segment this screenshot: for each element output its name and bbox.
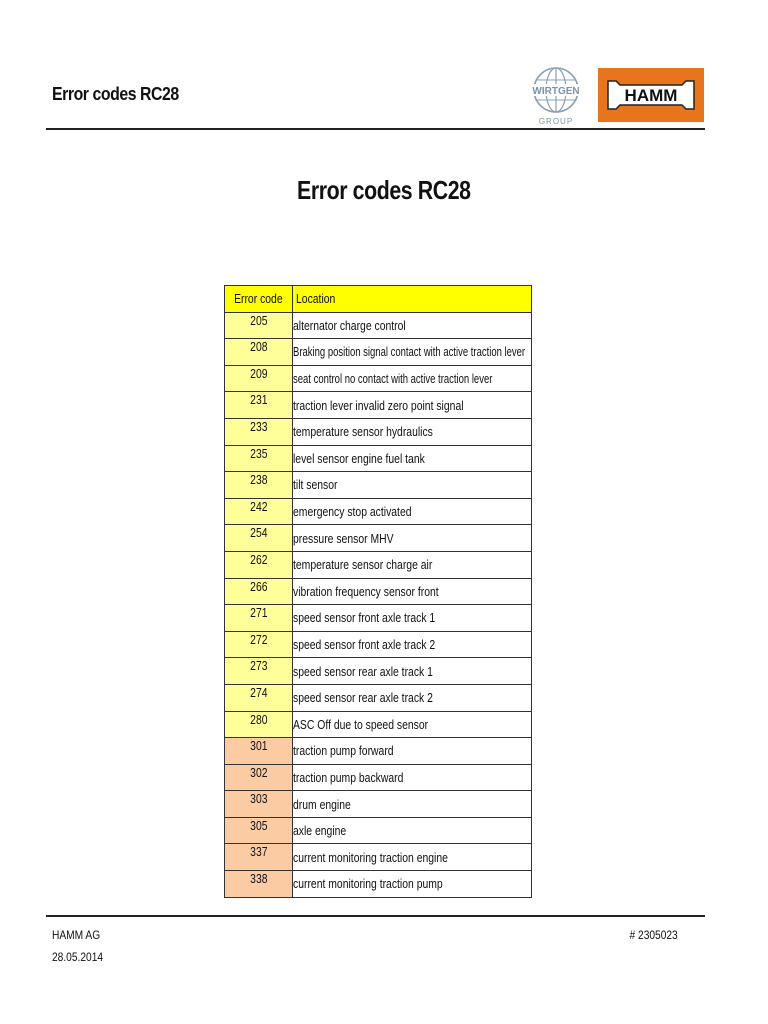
error-code-cell: 266	[225, 578, 293, 605]
table-row	[225, 365, 532, 392]
table-row	[225, 711, 532, 738]
wirtgen-logo-subtext: GROUP	[538, 117, 574, 126]
location-cell: temperature sensor hydraulics	[293, 418, 532, 445]
document-title: Error codes RC28	[297, 175, 471, 205]
location-cell: speed sensor front axle track 1	[293, 605, 532, 632]
error-code-cell: 209	[225, 365, 293, 392]
column-header-error-code: Error code	[225, 286, 293, 313]
error-code-cell: 254	[225, 525, 293, 552]
error-code-cell: 242	[225, 498, 293, 525]
header-title: Error codes RC28	[52, 84, 179, 104]
location-cell: level sensor engine fuel tank	[293, 445, 532, 472]
footer-date: 28.05.2014	[52, 950, 104, 964]
location-cell: speed sensor front axle track 2	[293, 631, 532, 658]
table-row	[225, 445, 532, 472]
error-code-cell: 238	[225, 472, 293, 499]
location-cell: speed sensor rear axle track 2	[293, 684, 532, 711]
table-row	[225, 392, 532, 419]
location-cell: Braking position signal contact with active traction lever	[293, 339, 532, 366]
error-code-cell: 271	[225, 605, 293, 632]
table-row	[225, 817, 532, 844]
error-code-cell: 303	[225, 791, 293, 818]
table-row	[225, 791, 532, 818]
location-cell: vibration frequency sensor front	[293, 578, 532, 605]
location-cell: emergency stop activated	[293, 498, 532, 525]
error-code-cell: 233	[225, 418, 293, 445]
error-code-cell: 208	[225, 339, 293, 366]
location-cell: traction pump backward	[293, 764, 532, 791]
hamm-logo	[598, 68, 704, 122]
footer-left	[52, 924, 112, 968]
location-cell: pressure sensor MHV	[293, 525, 532, 552]
error-code-cell: 302	[225, 764, 293, 791]
error-code-cell: 301	[225, 738, 293, 765]
location-cell: current monitoring traction engine	[293, 844, 532, 871]
error-code-cell: 280	[225, 711, 293, 738]
location-cell: traction lever invalid zero point signal	[293, 392, 532, 419]
error-codes-table	[224, 285, 532, 898]
error-code-cell: 205	[225, 312, 293, 339]
location-cell: ASC Off due to speed sensor	[293, 711, 532, 738]
location-cell: current monitoring traction pump	[293, 871, 532, 898]
location-cell: alternator charge control	[293, 312, 532, 339]
table-row	[225, 551, 532, 578]
footer-doc-number: # 2305023	[629, 928, 678, 942]
table-row	[225, 312, 532, 339]
hamm-logo-text: HAMM	[624, 86, 678, 105]
table-row	[225, 525, 532, 552]
error-code-cell: 231	[225, 392, 293, 419]
wirtgen-group-logo	[530, 60, 582, 128]
error-code-cell: 338	[225, 871, 293, 898]
table-row	[225, 738, 532, 765]
footer-company: HAMM AG	[52, 928, 101, 942]
table-row	[225, 764, 532, 791]
table-row	[225, 472, 532, 499]
wirtgen-logo-text: WIRTGEN	[532, 86, 580, 97]
error-code-cell: 262	[225, 551, 293, 578]
error-code-cell: 272	[225, 631, 293, 658]
error-code-cell: 337	[225, 844, 293, 871]
error-code-cell: 273	[225, 658, 293, 685]
header-divider	[46, 128, 705, 130]
table-row	[225, 871, 532, 898]
table-row	[225, 339, 532, 366]
error-code-cell: 305	[225, 817, 293, 844]
footer-divider	[46, 915, 705, 917]
table-row	[225, 498, 532, 525]
location-cell: axle engine	[293, 817, 532, 844]
location-cell: seat control no contact with active traction lever	[293, 365, 532, 392]
table-row	[225, 578, 532, 605]
table-row	[225, 631, 532, 658]
table-row	[225, 684, 532, 711]
location-cell: speed sensor rear axle track 1	[293, 658, 532, 685]
table-row	[225, 844, 532, 871]
error-code-cell: 274	[225, 684, 293, 711]
location-cell: temperature sensor charge air	[293, 551, 532, 578]
location-cell: traction pump forward	[293, 738, 532, 765]
location-cell: drum engine	[293, 791, 532, 818]
table-row	[225, 605, 532, 632]
table-header-row	[225, 286, 532, 313]
table-row	[225, 418, 532, 445]
table-row	[225, 658, 532, 685]
error-code-cell: 235	[225, 445, 293, 472]
column-header-location: Location	[293, 286, 532, 313]
location-cell: tilt sensor	[293, 472, 532, 499]
